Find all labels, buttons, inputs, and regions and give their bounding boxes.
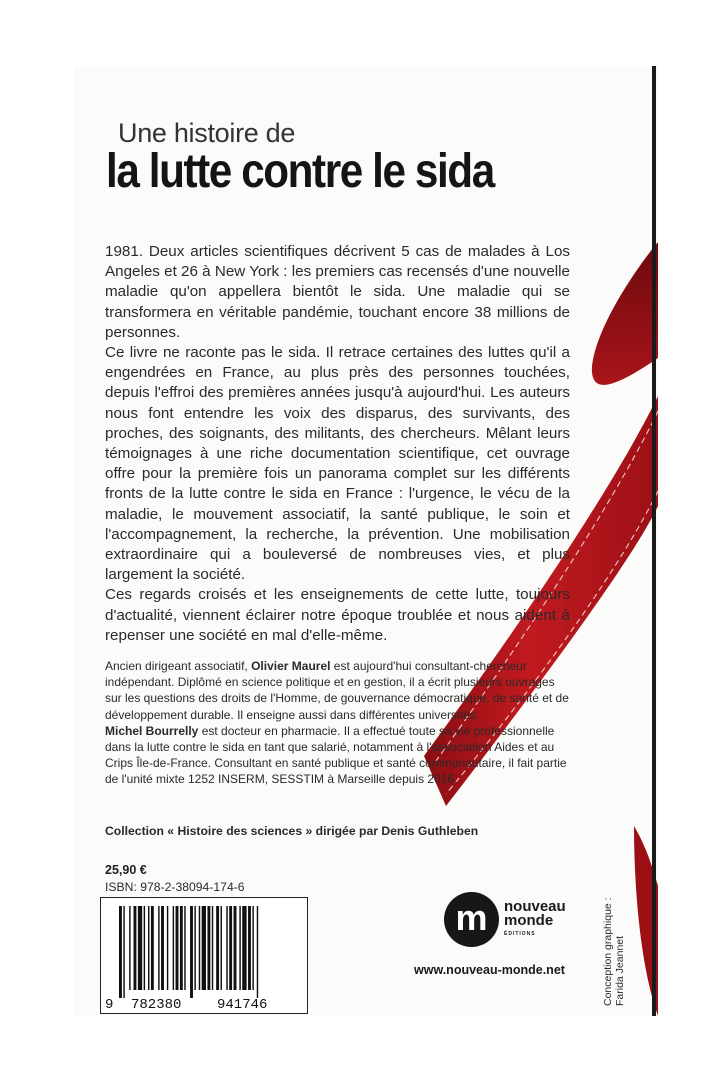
cover-edge (652, 66, 656, 1016)
publisher-website: www.nouveau-monde.net (414, 963, 565, 977)
barcode-bar (144, 906, 145, 990)
barcode-bar (190, 906, 193, 998)
publisher-name (504, 900, 566, 928)
bio-text: Ancien dirigeant associatif, (105, 659, 252, 673)
barcode-bar (138, 906, 142, 990)
barcode-bar (248, 906, 251, 990)
isbn: ISBN: 978-2-38094-174-6 (105, 880, 245, 894)
collection-line: Collection « Histoire des sciences » dirigée par Denis Guthleben (105, 824, 479, 838)
barcode (100, 897, 308, 1014)
description (105, 242, 570, 646)
description-paragraph: 1981. Deux articles scientifiques décrivent 5 cas de malades à Los Angeles et 26 à New York : les premiers cas recensés d'une nouvelle maladie qu'on appellera bientôt le sida. Une maladie qui se transformera en véritable pandémie, touchant encore 38 millions de personnes. (105, 243, 570, 341)
description-paragraph: Ce livre ne raconte pas le sida. Il retrace certaines des luttes qu'il a engendrées en France, au plus près des personnes touchées, depuis l'effroi des premières années jusqu'à aujourd'hui. Les auteurs nous font entendre les voix des disparus, des survivants, des proches, des soignants, des militants, des chercheurs. Mêlant leurs témoignages à une riche documentation scientifique, cet ouvrage offre pour la première fois un panorama complet sur les différents fronts de la lutte contre le sida en France : l'urgence, le vécu de la maladie, le mouvement associatif, la santé publique, le soin et l'accompagnement, la recherche, la prévention. Une mobilisation extraordinaire qui a bouleversé de nombreuses vies, et plus largement la société. (105, 344, 570, 584)
publisher-logo-icon: m (444, 892, 499, 947)
barcode-bar (119, 906, 122, 998)
barcode-bar (184, 906, 185, 990)
credit-line: Conception graphique : (602, 897, 614, 1006)
barcode-bar (252, 906, 253, 990)
barcode-bar (134, 906, 137, 990)
author-bios (105, 658, 570, 788)
barcode-bar (242, 906, 246, 990)
bio-text: est aujourd'hui consultant-chercheur indépendant. Diplômé en science politique et en gestion, il a écrit plusieurs ouvrages sur les questions des droits de l'Homme, de gouvernance démocratique, de santé et de développement durable. Il enseigne aussi dans différentes universités. (105, 659, 569, 722)
publisher-editions: ÉDITIONS (504, 931, 536, 937)
publisher-logo (444, 892, 594, 952)
barcode-bar (226, 906, 227, 990)
bio-text: est docteur en pharmacie. Il a effectué toute sa vie professionnelle dans la lutte contre le sida en tant que salarié, notamment à l'association Aides et au Crips Île-de-France. Consultant en santé publique et santé communautaire, il fait partie de l'unité mixte 1252 INSERM, SESSTIM à Marseille depuis 2016. (105, 723, 567, 787)
barcode-bar (229, 906, 232, 990)
barcode-bar (173, 906, 174, 990)
author-bio-1 (105, 658, 570, 723)
author-name: Michel Bourrelly (105, 723, 199, 738)
barcode-bar (202, 906, 206, 990)
barcode-bar (167, 906, 168, 990)
back-cover (74, 66, 658, 1016)
barcode-bar (199, 906, 200, 990)
book-title: la lutte contre le sida (106, 145, 494, 198)
barcode-bar (257, 906, 258, 998)
author-bio-2 (105, 723, 570, 788)
barcode-bar (158, 906, 159, 990)
barcode-bar (129, 906, 130, 990)
barcode-bar (176, 906, 179, 990)
barcode-bar (180, 906, 183, 990)
barcode-bar (148, 906, 149, 990)
barcode-bar (161, 906, 164, 990)
design-credit (602, 897, 626, 1006)
barcode-bar (216, 906, 219, 990)
barcode-lead-digit: 9 (105, 997, 114, 1013)
barcode-bar (123, 906, 124, 998)
description-paragraph: Ces regards croisés et les enseignements de cette lutte, toujours d'actualité, viennent éclairer notre époque troublée et nous aident à repenser une société en mal d'elle-même. (105, 586, 570, 644)
barcode-bar (194, 906, 195, 990)
barcode-bar (221, 906, 222, 990)
barcode-group-2: 941746 (217, 997, 268, 1013)
barcode-bar (212, 906, 213, 990)
barcode-bars (101, 898, 307, 1013)
credit-line: Farida Jeannet (614, 935, 626, 1006)
barcode-bar (234, 906, 237, 990)
publisher-name-line: nouveau (504, 898, 566, 915)
publisher-name-line: monde (504, 912, 554, 929)
author-name: Olivier Maurel (251, 659, 331, 673)
barcode-group-1: 782380 (131, 997, 182, 1013)
barcode-bar (151, 906, 154, 990)
barcode-bar (239, 906, 240, 990)
title-line-1: Une histoire de (118, 118, 296, 148)
barcode-bar (207, 906, 210, 990)
price: 25,90 € (105, 863, 147, 877)
